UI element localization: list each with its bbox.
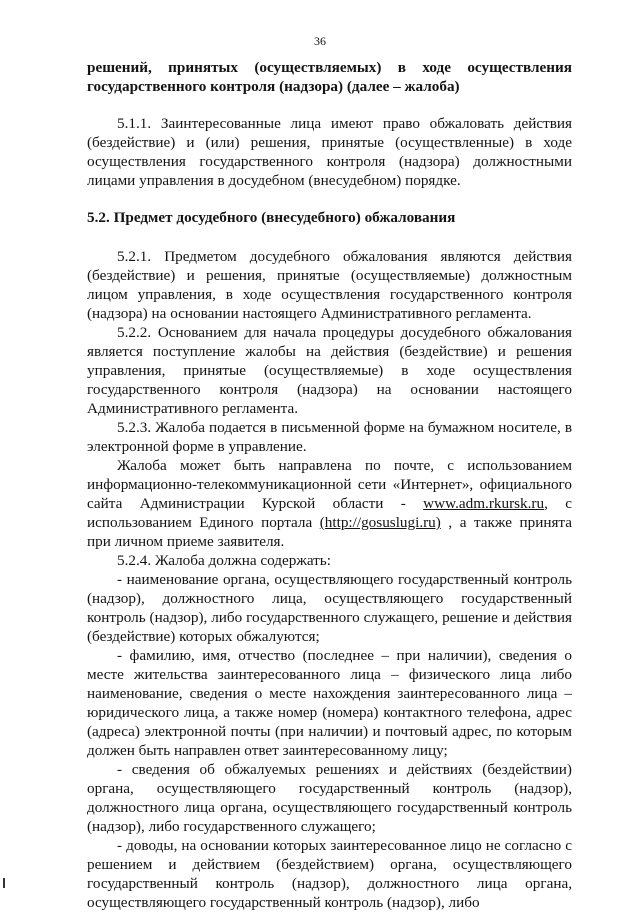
paragraph-5-2-3: 5.2.3. Жалоба подается в письменной форме на бумажном носителе, в электронной форме в управление. xyxy=(87,419,572,455)
document-body xyxy=(87,58,572,912)
list-item: - сведения об обжалуемых решениях и действиях (бездействии) органа, осуществляющего государственный контроль (надзор), должностного лица органа, осуществляющего государственный контроль (надзор), либо государственного служащего; xyxy=(87,761,572,835)
link-adm-rkursk[interactable]: www.adm.rkursk.ru xyxy=(423,495,545,512)
mail-text-part3: , а также принята при личном приеме заявителя. xyxy=(87,514,572,550)
list-item: - доводы, на основании которых заинтересованное лицо не согласно с решением и действием (бездействием) органа, осуществляющего государственный контроль (надзор), должностного лица органа, осуществляющего государственный контроль (надзор), либо xyxy=(87,837,572,911)
section-title-5-2: 5.2. Предмет досудебного (внесудебного) обжалования xyxy=(87,209,456,226)
heading-continuation: решений, принятых (осуществляемых) в ходе осуществления государственного контроля (надзора) (далее – жалоба) xyxy=(87,59,572,95)
paragraph-5-2-4: 5.2.4. Жалоба должна содержать: xyxy=(117,552,331,569)
list-item: - наименование органа, осуществляющего государственный контроль (надзор), должностного лица, осуществляющего государственный контроль (надзор), либо государственного служащего, решение и действия (бездействие) которых обжалуются; xyxy=(87,571,572,645)
mail-text-part1: Жалоба может быть направлена по почте, с использованием информационно-телекоммуникационной сети «Интернет», официального сайта Администрации Курской области - xyxy=(87,457,572,512)
paragraph-5-2-1: 5.2.1. Предметом досудебного обжалования являются действия (бездействие) и решения, принятые (осуществляемые) должностным лицом управления, в ходе осуществления государственного контроля (надзора) на основании настоящего Административного регламента. xyxy=(87,248,572,322)
scan-artifact-mark xyxy=(3,878,5,888)
page-number: 36 xyxy=(314,34,326,48)
list-item: - фамилию, имя, отчество (последнее – при наличии), сведения о месте жительства заинтересованного лица – физического лица либо наименование, сведения о месте нахождения заинтересованного лица – юридического лица, а также номер (номера) контактного телефона, адрес (адреса) электронной почты (при наличии) и почтовый адрес, по которым должен быть направлен ответ заинтересованному лицу; xyxy=(87,647,572,759)
paragraph-5-1-1: 5.1.1. Заинтересованные лица имеют право обжаловать действия (бездействие) и (или) решения, принятые (осуществленные) в ходе осуществления государственного контроля (надзора) должностными лицами управления в досудебном (внесудебном) порядке. xyxy=(87,115,572,189)
paragraph-5-2-2: 5.2.2. Основанием для начала процедуры досудебного обжалования является поступление жалобы на действия (бездействие) и решения управления, принятые (осуществляемые) в ходе осуществления государственного контроля (надзора) на основании настоящего Административного регламента. xyxy=(87,324,572,417)
paragraph-mail xyxy=(87,456,572,551)
mail-text-part2: , с использованием Единого портала xyxy=(87,495,572,531)
link-gosuslugi[interactable]: (http://gosuslugi.ru) xyxy=(319,514,441,531)
